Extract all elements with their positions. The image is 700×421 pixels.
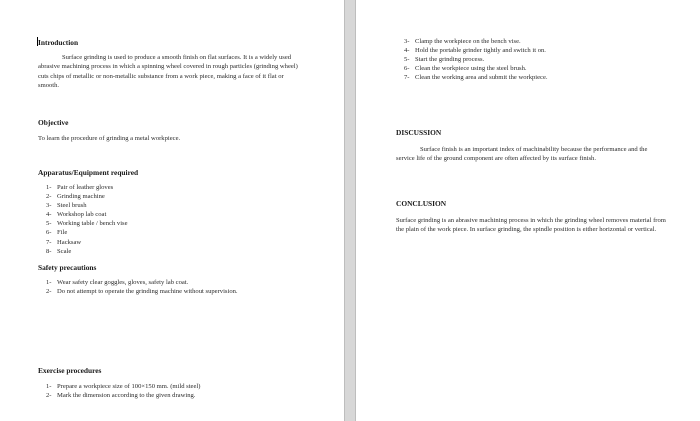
list-text: Grinding machine bbox=[57, 193, 105, 201]
list-text: Clean the working area and submit the workpiece. bbox=[415, 74, 548, 82]
list-text: Hold the portable grinder tightly and switch it on. bbox=[415, 47, 546, 55]
objective-heading: Objective bbox=[38, 118, 69, 127]
conclusion-heading: CONCLUSION bbox=[396, 199, 447, 208]
apparatus-list[interactable] bbox=[46, 183, 128, 256]
apparatus-item bbox=[46, 210, 128, 219]
introduction-paragraph[interactable] bbox=[38, 53, 300, 90]
apparatus-item bbox=[46, 238, 128, 247]
procedure-step bbox=[46, 382, 200, 391]
discussion-text: Surface finish is an important index of machinability because the performance and the service life of the ground component are often affected by its surface finish. bbox=[396, 146, 648, 163]
list-number: 2- bbox=[46, 392, 52, 400]
list-number: 7- bbox=[46, 238, 52, 246]
list-number: 5- bbox=[46, 220, 52, 228]
list-number: 4- bbox=[404, 47, 410, 55]
procedures-continued-list[interactable] bbox=[404, 37, 548, 82]
list-text: Steel brush bbox=[57, 202, 87, 210]
list-text: Clamp the workpiece on the bench vise. bbox=[415, 38, 521, 45]
exercise-list[interactable] bbox=[46, 382, 200, 400]
apparatus-item bbox=[46, 219, 128, 228]
discussion-heading: DISCUSSION bbox=[396, 128, 442, 137]
procedure-step bbox=[404, 73, 548, 82]
list-number: 4- bbox=[46, 211, 52, 219]
list-number: 6- bbox=[404, 65, 410, 73]
page-gutter bbox=[344, 0, 356, 421]
list-text: Prepare a workpiece size of 100×150 mm. (mild steel) bbox=[57, 383, 201, 390]
list-text: File bbox=[57, 229, 68, 237]
apparatus-item bbox=[46, 247, 128, 256]
list-number: 1- bbox=[46, 383, 52, 390]
document-page-right bbox=[356, 0, 700, 421]
list-text: Clean the workpiece using the steel brush. bbox=[415, 65, 527, 73]
list-text: Pair of leather gloves bbox=[57, 184, 114, 191]
procedure-step bbox=[404, 64, 548, 73]
exercise-heading: Exercise procedures bbox=[38, 366, 102, 375]
discussion-paragraph[interactable] bbox=[396, 145, 666, 164]
safety-item bbox=[46, 278, 238, 287]
apparatus-item bbox=[46, 183, 128, 192]
list-number: 3- bbox=[46, 202, 52, 210]
introduction-text: Surface grinding is used to produce a smooth finish on flat surfaces. It is a widely used abrasive machining process in which a spinning wheel covered in rough particles (grinding wheel) cuts chips of metallic or non-metallic substance from a work piece, making a face of it flat or smooth. bbox=[38, 54, 298, 89]
safety-item bbox=[46, 287, 238, 296]
list-text: Hacksaw bbox=[57, 238, 82, 246]
list-number: 2- bbox=[46, 288, 52, 296]
list-text: Start the grinding process. bbox=[415, 56, 485, 64]
apparatus-item bbox=[46, 192, 128, 201]
list-text: Wear safety clear goggles, gloves, safety lab coat. bbox=[57, 279, 189, 286]
document-page-left bbox=[0, 0, 344, 421]
list-number: 7- bbox=[404, 74, 410, 82]
procedure-step bbox=[404, 55, 548, 64]
list-number: 6- bbox=[46, 229, 52, 237]
list-number: 1- bbox=[46, 184, 52, 191]
objective-paragraph[interactable]: To learn the procedure of grinding a metal workpiece. bbox=[38, 135, 181, 142]
list-text: Scale bbox=[57, 247, 72, 255]
procedure-step bbox=[404, 37, 548, 46]
procedure-step bbox=[46, 391, 200, 400]
introduction-heading: Introduction bbox=[38, 38, 79, 47]
list-text: Mark the dimension according to the given drawing. bbox=[57, 392, 196, 400]
list-text: Workshop lab coat bbox=[57, 211, 107, 219]
apparatus-heading: Apparatus/Equipment required bbox=[38, 168, 139, 177]
list-text: Do not attempt to operate the grinding machine without supervision. bbox=[57, 288, 238, 296]
list-number: 1- bbox=[46, 279, 52, 286]
procedure-step bbox=[404, 46, 548, 55]
list-number: 5- bbox=[404, 56, 410, 64]
list-text: Working table / bench vise bbox=[57, 220, 128, 228]
list-number: 8- bbox=[46, 247, 52, 255]
list-number: 3- bbox=[404, 38, 410, 45]
apparatus-item bbox=[46, 228, 128, 237]
conclusion-paragraph[interactable]: Surface grinding is an abrasive machining process in which the grinding wheel removes material from the plain of the work piece. In surface grinding, the spindle position is either horizontal or vertical. bbox=[396, 217, 666, 234]
apparatus-item bbox=[46, 201, 128, 210]
safety-heading: Safety precautions bbox=[38, 263, 97, 272]
safety-list[interactable] bbox=[46, 278, 238, 296]
list-number: 2- bbox=[46, 193, 52, 201]
